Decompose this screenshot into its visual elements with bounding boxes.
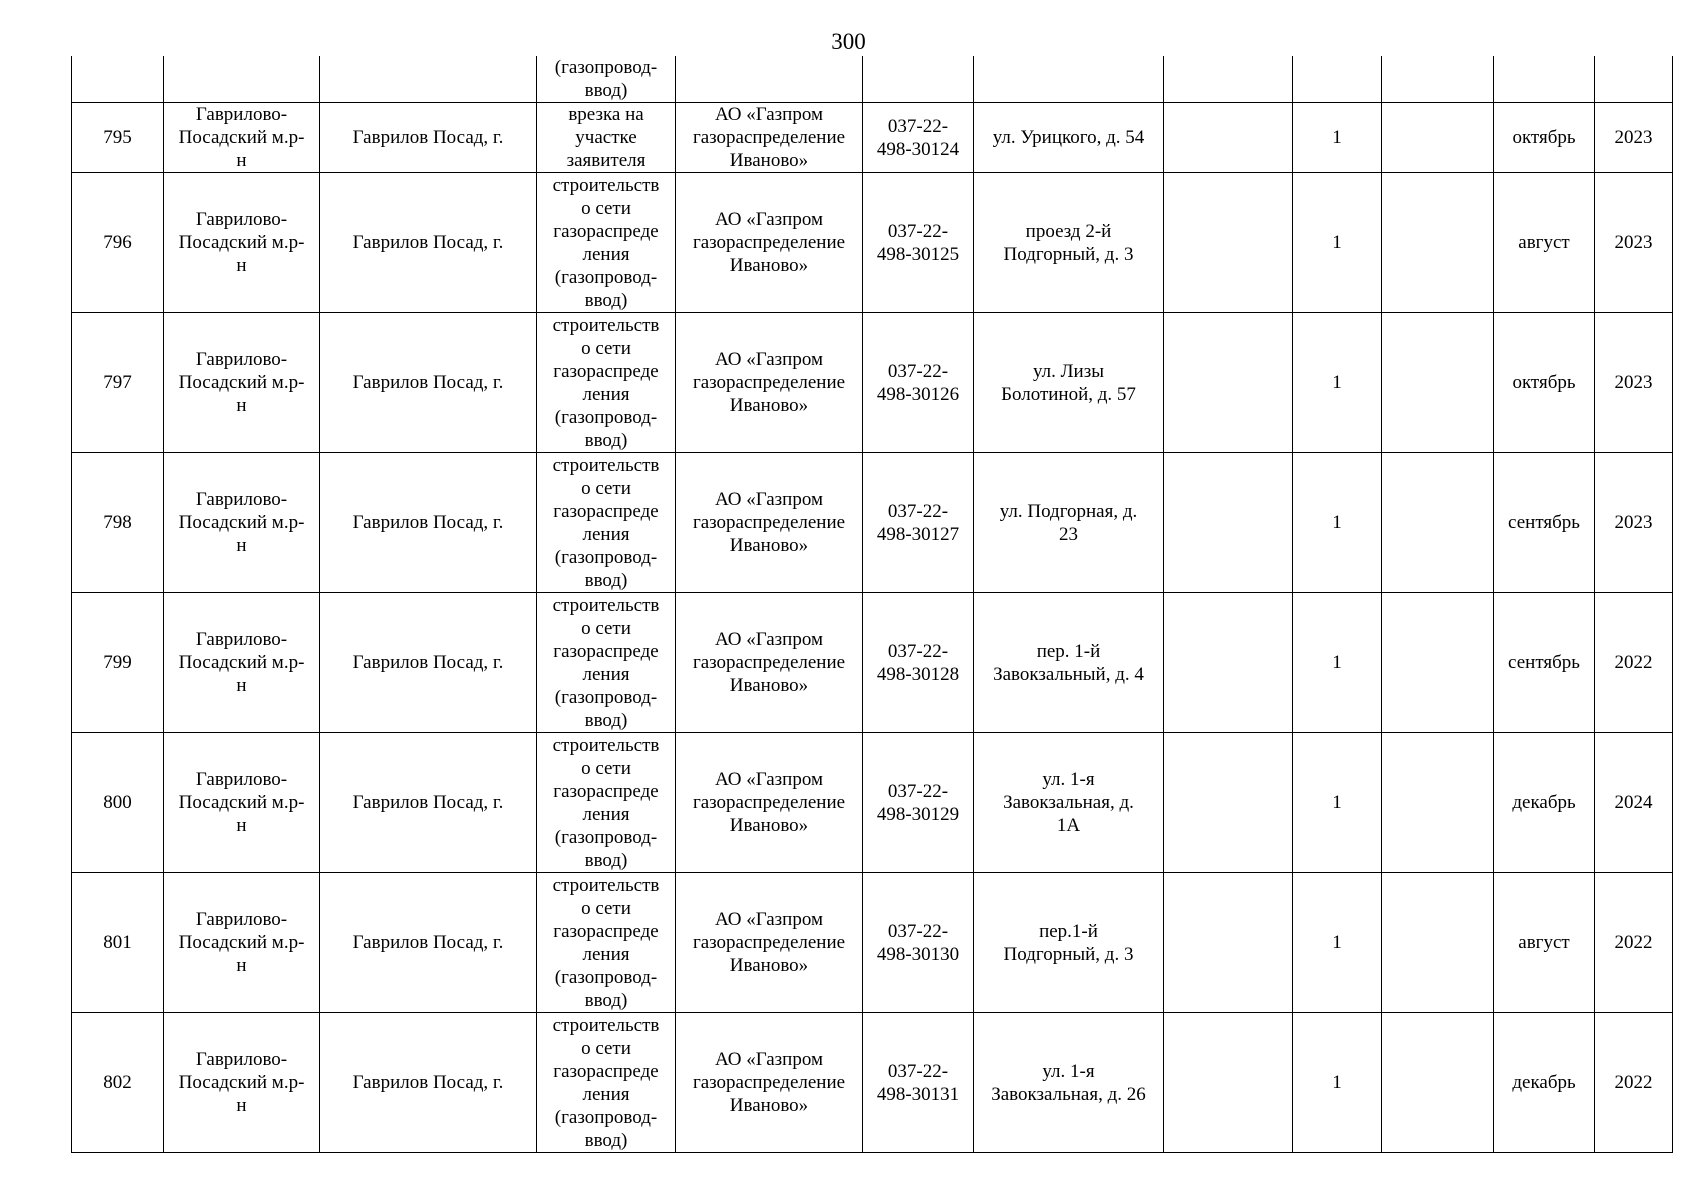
cell-num: 801: [72, 873, 164, 1013]
cell-num: 802: [72, 1013, 164, 1153]
cell-org: АО «Газпром газораспределение Иваново»: [676, 593, 863, 733]
cell-settlement: [320, 56, 537, 103]
cell-org: АО «Газпром газораспределение Иваново»: [676, 173, 863, 313]
cell-year: 2022: [1595, 873, 1673, 1013]
cell-empty-8: [1164, 103, 1293, 173]
table-row: [72, 103, 1673, 173]
cell-count: 1: [1293, 1013, 1382, 1153]
cell-district: Гаврилово- Посадский м.р- н: [164, 873, 320, 1013]
cell-district: Гаврилово- Посадский м.р- н: [164, 593, 320, 733]
cell-month: сентябрь: [1494, 593, 1595, 733]
cell-empty-8: [1164, 56, 1293, 103]
cell-empty-10: [1382, 733, 1494, 873]
table-row: [72, 733, 1673, 873]
cell-count: 1: [1293, 593, 1382, 733]
cell-code: 037-22- 498-30127: [863, 453, 974, 593]
cell-month: декабрь: [1494, 1013, 1595, 1153]
cell-code: 037-22- 498-30130: [863, 873, 974, 1013]
cell-month: август: [1494, 873, 1595, 1013]
cell-address: ул. Подгорная, д. 23: [974, 453, 1164, 593]
cell-count: 1: [1293, 103, 1382, 173]
continued-row: [72, 56, 1673, 103]
cell-year: 2023: [1595, 103, 1673, 173]
cell-year: [1595, 56, 1673, 103]
cell-year: 2023: [1595, 173, 1673, 313]
cell-district: Гаврилово- Посадский м.р- н: [164, 1013, 320, 1153]
table-row: [72, 173, 1673, 313]
cell-org: АО «Газпром газораспределение Иваново»: [676, 313, 863, 453]
cell-address: ул. 1-я Завокзальная, д. 26: [974, 1013, 1164, 1153]
cell-year: 2022: [1595, 593, 1673, 733]
cell-month: декабрь: [1494, 733, 1595, 873]
cell-method: строительств о сети газораспреде ления (газопровод- ввод): [537, 1013, 676, 1153]
cell-method: (газопровод- ввод): [537, 56, 676, 103]
cell-district: Гаврилово- Посадский м.р- н: [164, 313, 320, 453]
cell-month: август: [1494, 173, 1595, 313]
cell-empty-8: [1164, 873, 1293, 1013]
cell-address: ул. Урицкого, д. 54: [974, 103, 1164, 173]
cell-num: 795: [72, 103, 164, 173]
table-row: [72, 453, 1673, 593]
cell-method: строительств о сети газораспреде ления (газопровод- ввод): [537, 313, 676, 453]
cell-settlement: Гаврилов Посад, г.: [320, 313, 537, 453]
cell-count: 1: [1293, 733, 1382, 873]
cell-month: [1494, 56, 1595, 103]
cell-empty-10: [1382, 1013, 1494, 1153]
cell-empty-8: [1164, 453, 1293, 593]
cell-count: 1: [1293, 453, 1382, 593]
cell-code: 037-22- 498-30125: [863, 173, 974, 313]
cell-settlement: Гаврилов Посад, г.: [320, 103, 537, 173]
cell-year: 2023: [1595, 313, 1673, 453]
cell-empty-10: [1382, 56, 1494, 103]
cell-address: ул. Лизы Болотиной, д. 57: [974, 313, 1164, 453]
cell-method: строительств о сети газораспреде ления (газопровод- ввод): [537, 173, 676, 313]
cell-month: октябрь: [1494, 103, 1595, 173]
cell-district: [164, 56, 320, 103]
table-row: [72, 1013, 1673, 1153]
cell-code: 037-22- 498-30128: [863, 593, 974, 733]
cell-count: 1: [1293, 313, 1382, 453]
cell-month: октябрь: [1494, 313, 1595, 453]
cell-settlement: Гаврилов Посад, г.: [320, 1013, 537, 1153]
cell-org: АО «Газпром газораспределение Иваново»: [676, 103, 863, 173]
cell-method: строительств о сети газораспреде ления (газопровод- ввод): [537, 453, 676, 593]
cell-district: Гаврилово- Посадский м.р- н: [164, 103, 320, 173]
cell-address: [974, 56, 1164, 103]
cell-code: 037-22- 498-30129: [863, 733, 974, 873]
cell-num: 797: [72, 313, 164, 453]
cell-empty-10: [1382, 103, 1494, 173]
cell-count: 1: [1293, 173, 1382, 313]
cell-empty-8: [1164, 1013, 1293, 1153]
cell-address: пер. 1-й Завокзальный, д. 4: [974, 593, 1164, 733]
cell-method: строительств о сети газораспреде ления (газопровод- ввод): [537, 733, 676, 873]
gasification-table: [71, 56, 1673, 1153]
cell-method: строительств о сети газораспреде ления (газопровод- ввод): [537, 873, 676, 1013]
cell-empty-10: [1382, 453, 1494, 593]
cell-empty-8: [1164, 173, 1293, 313]
cell-empty-8: [1164, 313, 1293, 453]
cell-year: 2023: [1595, 453, 1673, 593]
page-number: 300: [831, 29, 866, 54]
cell-settlement: Гаврилов Посад, г.: [320, 873, 537, 1013]
cell-org: [676, 56, 863, 103]
table-row: [72, 873, 1673, 1013]
cell-code: 037-22- 498-30131: [863, 1013, 974, 1153]
cell-num: 796: [72, 173, 164, 313]
table-row: [72, 313, 1673, 453]
cell-num: [72, 56, 164, 103]
cell-empty-10: [1382, 313, 1494, 453]
cell-empty-8: [1164, 593, 1293, 733]
cell-district: Гаврилово- Посадский м.р- н: [164, 453, 320, 593]
cell-num: 800: [72, 733, 164, 873]
cell-org: АО «Газпром газораспределение Иваново»: [676, 733, 863, 873]
cell-org: АО «Газпром газораспределение Иваново»: [676, 453, 863, 593]
cell-org: АО «Газпром газораспределение Иваново»: [676, 1013, 863, 1153]
cell-settlement: Гаврилов Посад, г.: [320, 593, 537, 733]
cell-empty-10: [1382, 593, 1494, 733]
cell-empty-10: [1382, 173, 1494, 313]
cell-address: пер.1-й Подгорный, д. 3: [974, 873, 1164, 1013]
cell-num: 798: [72, 453, 164, 593]
cell-method: врезка на участке заявителя: [537, 103, 676, 173]
cell-district: Гаврилово- Посадский м.р- н: [164, 173, 320, 313]
table-row: [72, 593, 1673, 733]
cell-code: 037-22- 498-30124: [863, 103, 974, 173]
cell-address: проезд 2-й Подгорный, д. 3: [974, 173, 1164, 313]
cell-num: 799: [72, 593, 164, 733]
cell-settlement: Гаврилов Посад, г.: [320, 733, 537, 873]
cell-empty-8: [1164, 733, 1293, 873]
cell-district: Гаврилово- Посадский м.р- н: [164, 733, 320, 873]
cell-count: [1293, 56, 1382, 103]
cell-month: сентябрь: [1494, 453, 1595, 593]
cell-code: 037-22- 498-30126: [863, 313, 974, 453]
cell-method: строительств о сети газораспреде ления (газопровод- ввод): [537, 593, 676, 733]
cell-settlement: Гаврилов Посад, г.: [320, 173, 537, 313]
cell-year: 2022: [1595, 1013, 1673, 1153]
cell-address: ул. 1-я Завокзальная, д. 1А: [974, 733, 1164, 873]
cell-empty-10: [1382, 873, 1494, 1013]
cell-org: АО «Газпром газораспределение Иваново»: [676, 873, 863, 1013]
cell-count: 1: [1293, 873, 1382, 1013]
cell-code: [863, 56, 974, 103]
cell-settlement: Гаврилов Посад, г.: [320, 453, 537, 593]
cell-year: 2024: [1595, 733, 1673, 873]
